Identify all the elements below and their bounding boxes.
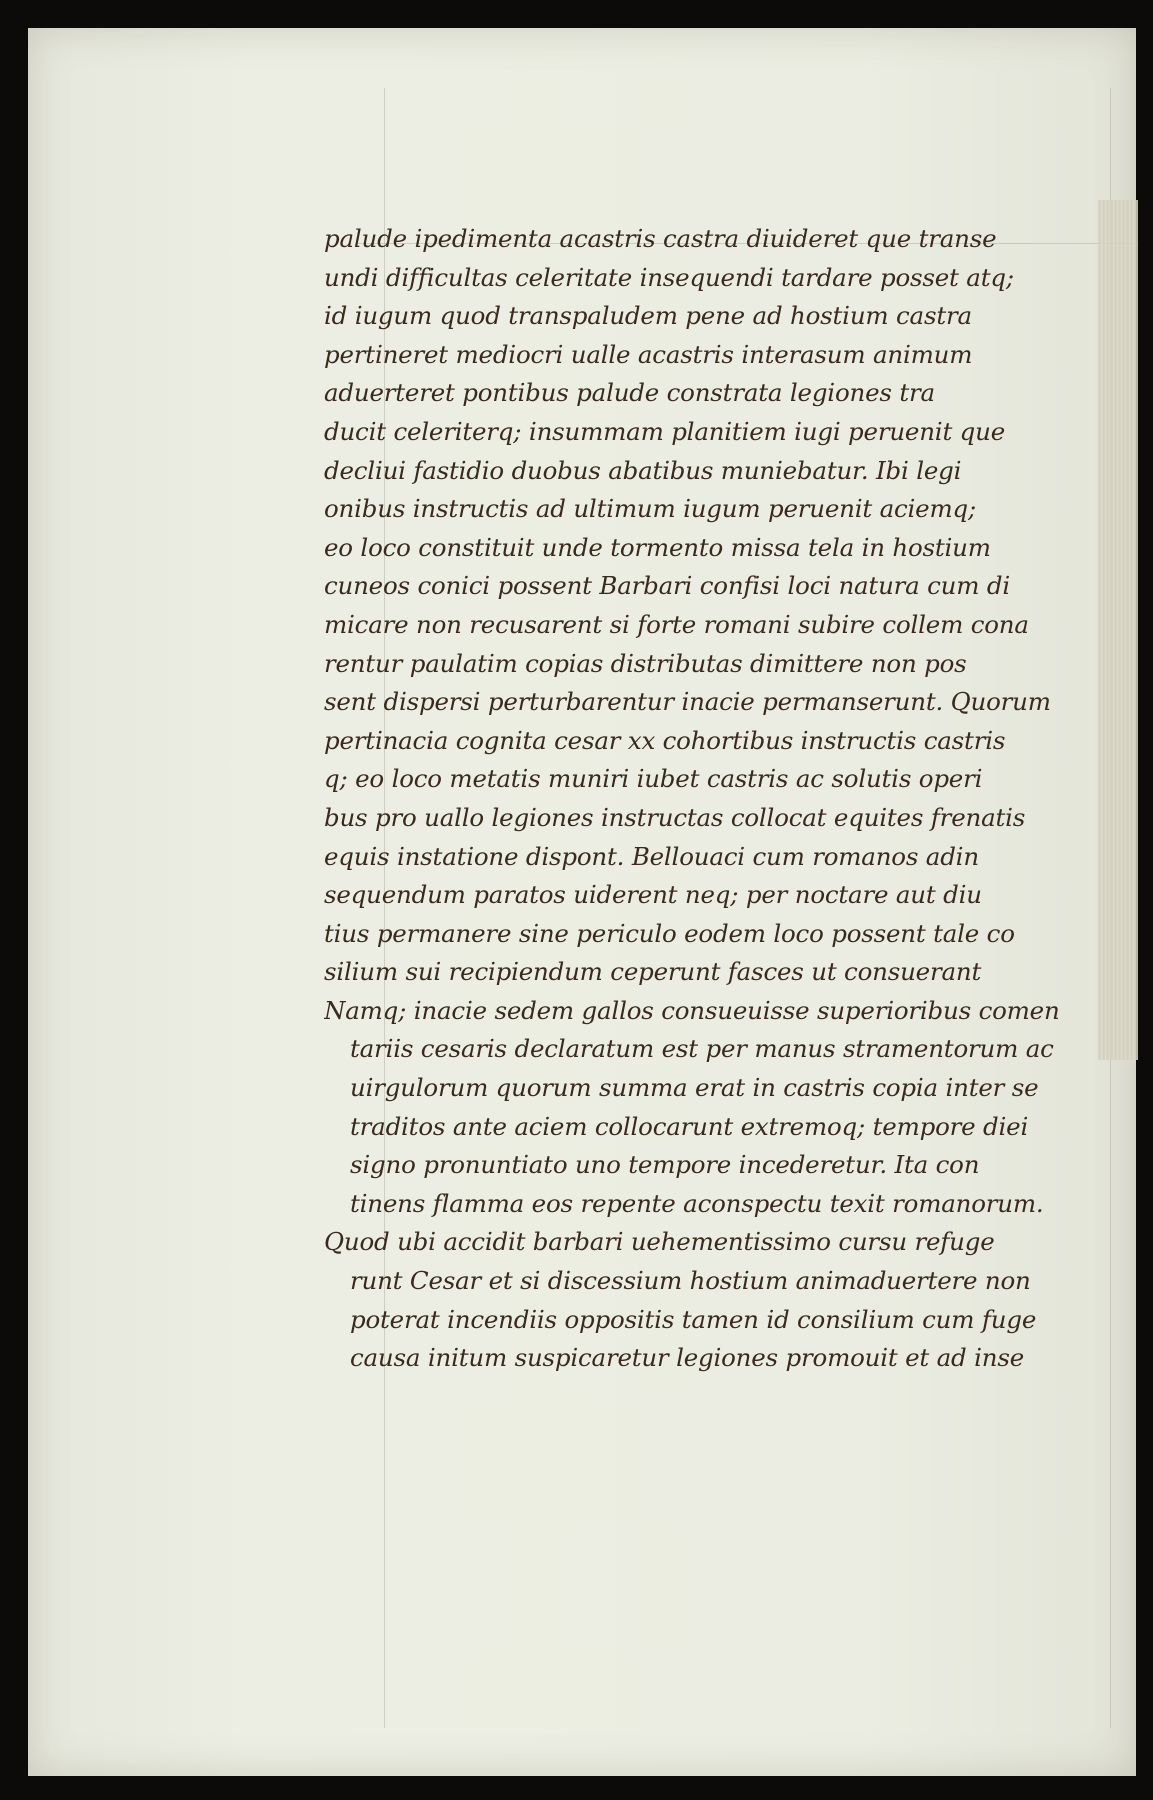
manuscript-line: rentur paulatim copias distributas dimittere non pos — [324, 648, 967, 678]
manuscript-line: Namq; inacie sedem gallos consueuisse superioribus comen — [324, 995, 1060, 1025]
manuscript-line: onibus instructis ad ultimum iugum peruenit aciemq; — [324, 494, 977, 524]
manuscript-line: aduerteret pontibus palude constrata legiones tra — [324, 378, 935, 408]
manuscript-line: micare non recusarent si forte romani subire collem cona — [324, 609, 1029, 639]
manuscript-line: sequendum paratos uiderent neq; per noctare aut diu — [324, 880, 982, 910]
manuscript-line: signo pronuntiato uno tempore incederetur. Ita con — [350, 1150, 980, 1180]
manuscript-line: pertineret mediocri ualle acastris interasum animum — [324, 339, 973, 369]
manuscript-line: tariis cesaris declaratum est per manus stramentorum ac — [350, 1034, 1054, 1064]
manuscript-line: poterat incendiis oppositis tamen id consilium cum fuge — [350, 1304, 1037, 1334]
manuscript-line: cuneos conici possent Barbari confisi loci natura cum di — [324, 571, 1010, 601]
manuscript-line: runt Cesar et si discessium hostium animaduertere non — [350, 1266, 1031, 1296]
manuscript-line: undi difficultas celeritate insequendi tardare posset atq; — [324, 262, 1014, 292]
manuscript-line: causa initum suspicaretur legiones promouit et ad inse — [350, 1343, 1024, 1373]
manuscript-line: tinens flamma eos repente aconspectu texit romanorum. — [350, 1188, 1044, 1218]
manuscript-line: traditos ante aciem collocarunt extremoq; tempore diei — [350, 1111, 1029, 1141]
manuscript-line: ducit celeriterq; insummam planitiem iugi peruenit que — [324, 416, 1006, 446]
manuscript-line: id iugum quod transpaludem pene ad hostium castra — [324, 301, 972, 331]
page-edge-stack — [1098, 200, 1138, 1060]
manuscript-line: tius permanere sine periculo eodem loco possent tale co — [324, 918, 1015, 948]
manuscript-line: decliui fastidio duobus abatibus muniebatur. Ibi legi — [324, 455, 962, 485]
manuscript-line: Quod ubi accidit barbari uehementissimo cursu refuge — [324, 1227, 995, 1257]
manuscript-line: palude ipedimenta acastris castra diuideret que transe — [324, 224, 997, 253]
manuscript-line: q; eo loco metatis muniri iubet castris ac solutis operi — [324, 764, 983, 794]
manuscript-line: sent dispersi perturbarentur inacie permanserunt. Quorum — [324, 687, 1051, 717]
manuscript-line: eo loco constituit unde tormento missa tela in hostium — [324, 532, 991, 562]
manuscript-text-block — [324, 220, 1084, 1378]
manuscript-line: equis instatione dispont. Bellouaci cum romanos adin — [324, 841, 979, 871]
manuscript-line: bus pro uallo legiones instructas collocat equites frenatis — [324, 802, 1026, 832]
manuscript-line: pertinacia cognita cesar xx cohortibus instructis castris — [324, 725, 1006, 755]
manuscript-line: uirgulorum quorum summa erat in castris copia inter se — [350, 1073, 1039, 1103]
manuscript-line: silium sui recipiendum ceperunt fasces ut consuerant — [324, 957, 982, 987]
